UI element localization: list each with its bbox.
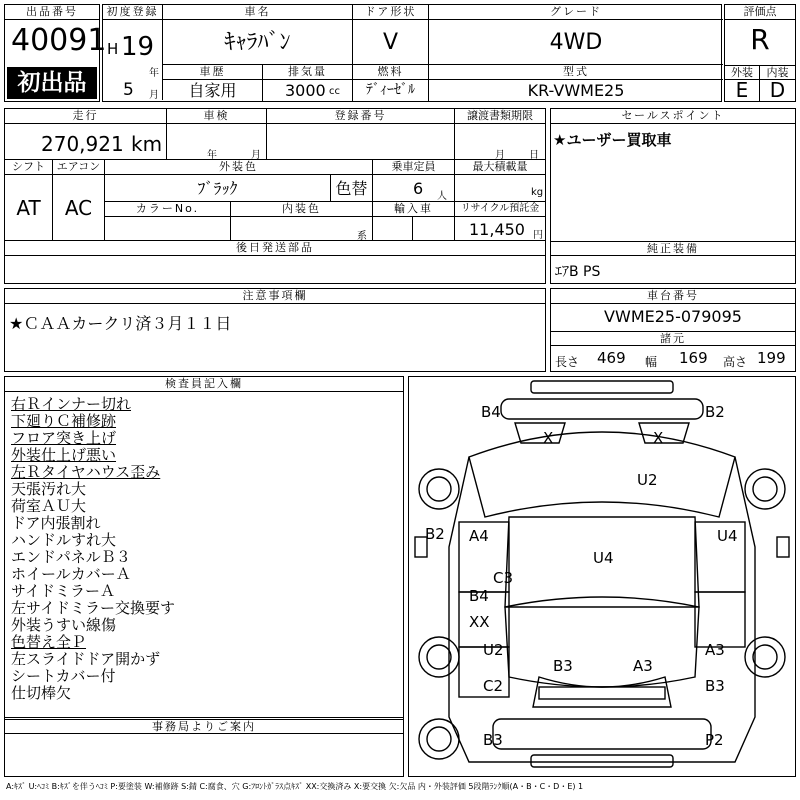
cc-unit: cc xyxy=(329,86,340,97)
mileage-label: 走行 xyxy=(5,109,167,124)
inspection-cell xyxy=(167,124,267,160)
sales-label: セールスポイント xyxy=(551,109,795,124)
diagram-label: B2 xyxy=(705,403,725,421)
load-label: 最大積載量 xyxy=(455,160,545,175)
diagram-label: C3 xyxy=(493,569,514,587)
ac-value: AC xyxy=(53,175,105,241)
capacity-value: 6 xyxy=(413,179,424,198)
lot-number: 40091 xyxy=(11,23,107,58)
width-value: 169 xyxy=(679,349,708,367)
inspector-line: サイドミラーＡ xyxy=(11,582,115,600)
year-unit: 年 xyxy=(149,68,159,79)
office-box xyxy=(4,717,404,777)
score-value: R xyxy=(750,23,770,56)
car-diagram xyxy=(408,376,796,777)
caution-label: 注意事項欄 xyxy=(5,289,545,304)
capacity-label: 乗車定員 xyxy=(373,160,455,175)
shift-value: AT xyxy=(5,175,53,241)
load-cell xyxy=(455,175,545,202)
model-value: KR-VWME25 xyxy=(527,81,625,100)
diagram-label: B2 xyxy=(425,525,445,543)
inspector-line: 色替え全Ｐ xyxy=(11,633,87,651)
displacement-value: 3000 xyxy=(285,81,326,100)
import-cell-b xyxy=(413,217,455,241)
plate-label: 登録番号 xyxy=(267,109,455,124)
grade-label: グレード xyxy=(429,5,723,20)
person-unit: 人 xyxy=(437,191,447,202)
color-value: ﾌﾞﾗｯｸ xyxy=(105,175,331,202)
inspector-line: 仕切棒欠 xyxy=(11,684,72,702)
inspector-line: 左サイドミラー交換要す xyxy=(11,599,175,617)
mileage-value: 270,921 xyxy=(41,132,124,156)
equip-value: ｴｱB PS xyxy=(555,264,601,280)
model-label: 型式 xyxy=(429,65,723,80)
length-label: 長さ xyxy=(555,355,580,369)
import-cell-a xyxy=(373,217,413,241)
reg-cell xyxy=(103,20,163,100)
interior-label: 内装 xyxy=(760,65,795,80)
yen-unit: 円 xyxy=(533,230,543,241)
diagram-label: C2 xyxy=(483,677,504,695)
exterior-value: E xyxy=(725,80,760,101)
diagram-label: U2 xyxy=(637,471,658,489)
first-listing-badge: 初出品 xyxy=(7,67,97,99)
reg-year: 19 xyxy=(121,32,155,62)
details-grid xyxy=(4,108,546,284)
lot-label: 出品番号 xyxy=(5,5,99,20)
capacity-cell xyxy=(373,175,455,202)
color-label: 外装色 xyxy=(105,160,373,175)
inspector-line: 天張汚れ大 xyxy=(11,480,87,498)
transfer-month-unit: 月 xyxy=(495,150,505,160)
history-label: 車歴 xyxy=(163,65,263,80)
color-no-label: カラーNo. xyxy=(105,202,231,217)
height-label: 高さ xyxy=(723,355,748,369)
recycle-value: 11,450 xyxy=(469,220,525,239)
inspector-box xyxy=(4,376,404,733)
km-unit: km xyxy=(131,132,163,156)
shift-label: シフト xyxy=(5,160,53,175)
transfer-cell xyxy=(455,124,545,160)
caution-box xyxy=(4,288,546,372)
inspection-year-unit: 年 xyxy=(207,150,217,160)
diagram-label: B4 xyxy=(469,587,489,605)
inspector-line: フロア突き上げ xyxy=(11,429,117,447)
month-unit: 月 xyxy=(149,90,159,100)
diagram-label: B3 xyxy=(705,677,725,695)
height-value: 199 xyxy=(757,349,786,367)
history-value: 自家用 xyxy=(163,80,263,101)
chassis-box xyxy=(550,288,796,372)
chassis-label: 車台番号 xyxy=(551,289,795,304)
car-name-label: 車名 xyxy=(163,5,353,20)
width-label: 幅 xyxy=(645,355,658,369)
color-change-value: 色替 xyxy=(331,175,373,202)
inspector-line: ドア内張割れ xyxy=(11,514,101,532)
diagram-label: B3 xyxy=(553,657,573,675)
inspector-line: 外装うすい線傷 xyxy=(11,616,117,634)
displacement-label: 排気量 xyxy=(263,65,353,80)
reg-month: 5 xyxy=(123,80,134,100)
import-label: 輸入車 xyxy=(373,202,455,217)
diagram-label: P2 xyxy=(705,731,724,749)
score-label: 評価点 xyxy=(725,5,795,20)
inspection-label: 車検 xyxy=(167,109,267,124)
grade-value: 4WD xyxy=(429,20,723,65)
dim-label: 諸元 xyxy=(551,331,795,346)
car-outline xyxy=(409,377,795,776)
transfer-day-unit: 日 xyxy=(529,150,539,160)
reg-era: H xyxy=(107,40,119,58)
diagram-label: U4 xyxy=(593,549,614,567)
int-color-label: 内装色 xyxy=(231,202,373,217)
sales-point: ★ユーザー買取車 xyxy=(553,131,672,149)
car-name: ｷｬﾗﾊﾞﾝ xyxy=(163,20,353,65)
diagram-label: XX xyxy=(469,613,490,631)
inspector-label: 検査員記入欄 xyxy=(5,377,403,392)
caution-text: ★ＣＡＡカークリ済３月１１日 xyxy=(9,314,232,333)
plate-cell xyxy=(267,124,455,160)
displacement-cell xyxy=(263,80,353,101)
diagram-label: X xyxy=(543,429,554,447)
int-color-cell xyxy=(231,217,373,241)
diagram-label: B4 xyxy=(481,403,501,421)
inspector-line: 右Ｒインナー切れ xyxy=(11,395,132,413)
diagram-label: U2 xyxy=(483,641,504,659)
recycle-label: リサイクル預託金 xyxy=(455,202,545,217)
fuel-label: 燃料 xyxy=(353,65,429,80)
diagram-label: A4 xyxy=(469,527,489,545)
inspector-line: 外装仕上げ悪い xyxy=(11,446,117,464)
legend: A:ｷｽﾞ U:ﾍｺﾐ B:ｷｽﾞを伴うﾍｺﾐ P:要塗装 W:補修跡 S:錆 C:腐食、穴 G:ﾌﾛﾝﾄｶﾞﾗｽ点ｷｽﾞ XX:交換済み X:要交換 欠:欠品 内・外装評価 5段階ﾗﾝｸ順(A・B・C・D・E) 1 xyxy=(6,782,584,791)
inspector-line: シートカバー付 xyxy=(11,667,116,685)
inspector-line: 下廻りＣ補修跡 xyxy=(11,412,117,430)
diagram-label: X xyxy=(653,429,664,447)
inspector-line: 左Ｒタイヤハウス歪み xyxy=(11,463,161,481)
mileage-cell xyxy=(5,124,167,160)
inspector-line: 荷室ＡＵ大 xyxy=(11,497,87,515)
kei-unit: 系 xyxy=(357,231,367,241)
inspector-line: エンドパネルＢ３ xyxy=(11,548,131,566)
transfer-label: 譲渡書類期限 xyxy=(455,109,545,124)
inspector-line: 左スライドドア開かず xyxy=(11,650,161,668)
recycle-cell xyxy=(455,217,545,241)
diagram-label: B3 xyxy=(483,731,503,749)
diagram-label: U4 xyxy=(717,527,738,545)
door-value: V xyxy=(353,20,429,65)
office-label: 事務局よりご案内 xyxy=(5,719,403,734)
length-value: 469 xyxy=(597,349,626,367)
reg-label: 初度登録 xyxy=(103,5,163,20)
door-label: ドア形状 xyxy=(353,5,429,20)
sales-box xyxy=(550,108,796,284)
lot-box xyxy=(4,4,107,102)
fuel-value: ﾃﾞｨｰｾﾞﾙ xyxy=(353,80,429,101)
interior-value: D xyxy=(769,80,786,101)
equip-label: 純正装備 xyxy=(551,241,795,256)
chassis-value: VWME25-079095 xyxy=(604,307,742,326)
kg-unit: kg xyxy=(531,187,544,198)
ac-label: エアコン xyxy=(53,160,105,175)
inspector-line: ホイールカバーＡ xyxy=(11,565,131,583)
color-no-cell xyxy=(105,217,231,241)
exterior-label: 外装 xyxy=(725,65,760,80)
diagram-label: A3 xyxy=(705,641,725,659)
header-grid xyxy=(102,4,722,102)
score-box xyxy=(724,4,796,102)
later-parts-label: 後日発送部品 xyxy=(5,241,545,256)
diagram-label: A3 xyxy=(633,657,653,675)
inspector-line: ハンドルすれ大 xyxy=(11,531,117,549)
inspection-month-unit: 月 xyxy=(251,150,261,160)
